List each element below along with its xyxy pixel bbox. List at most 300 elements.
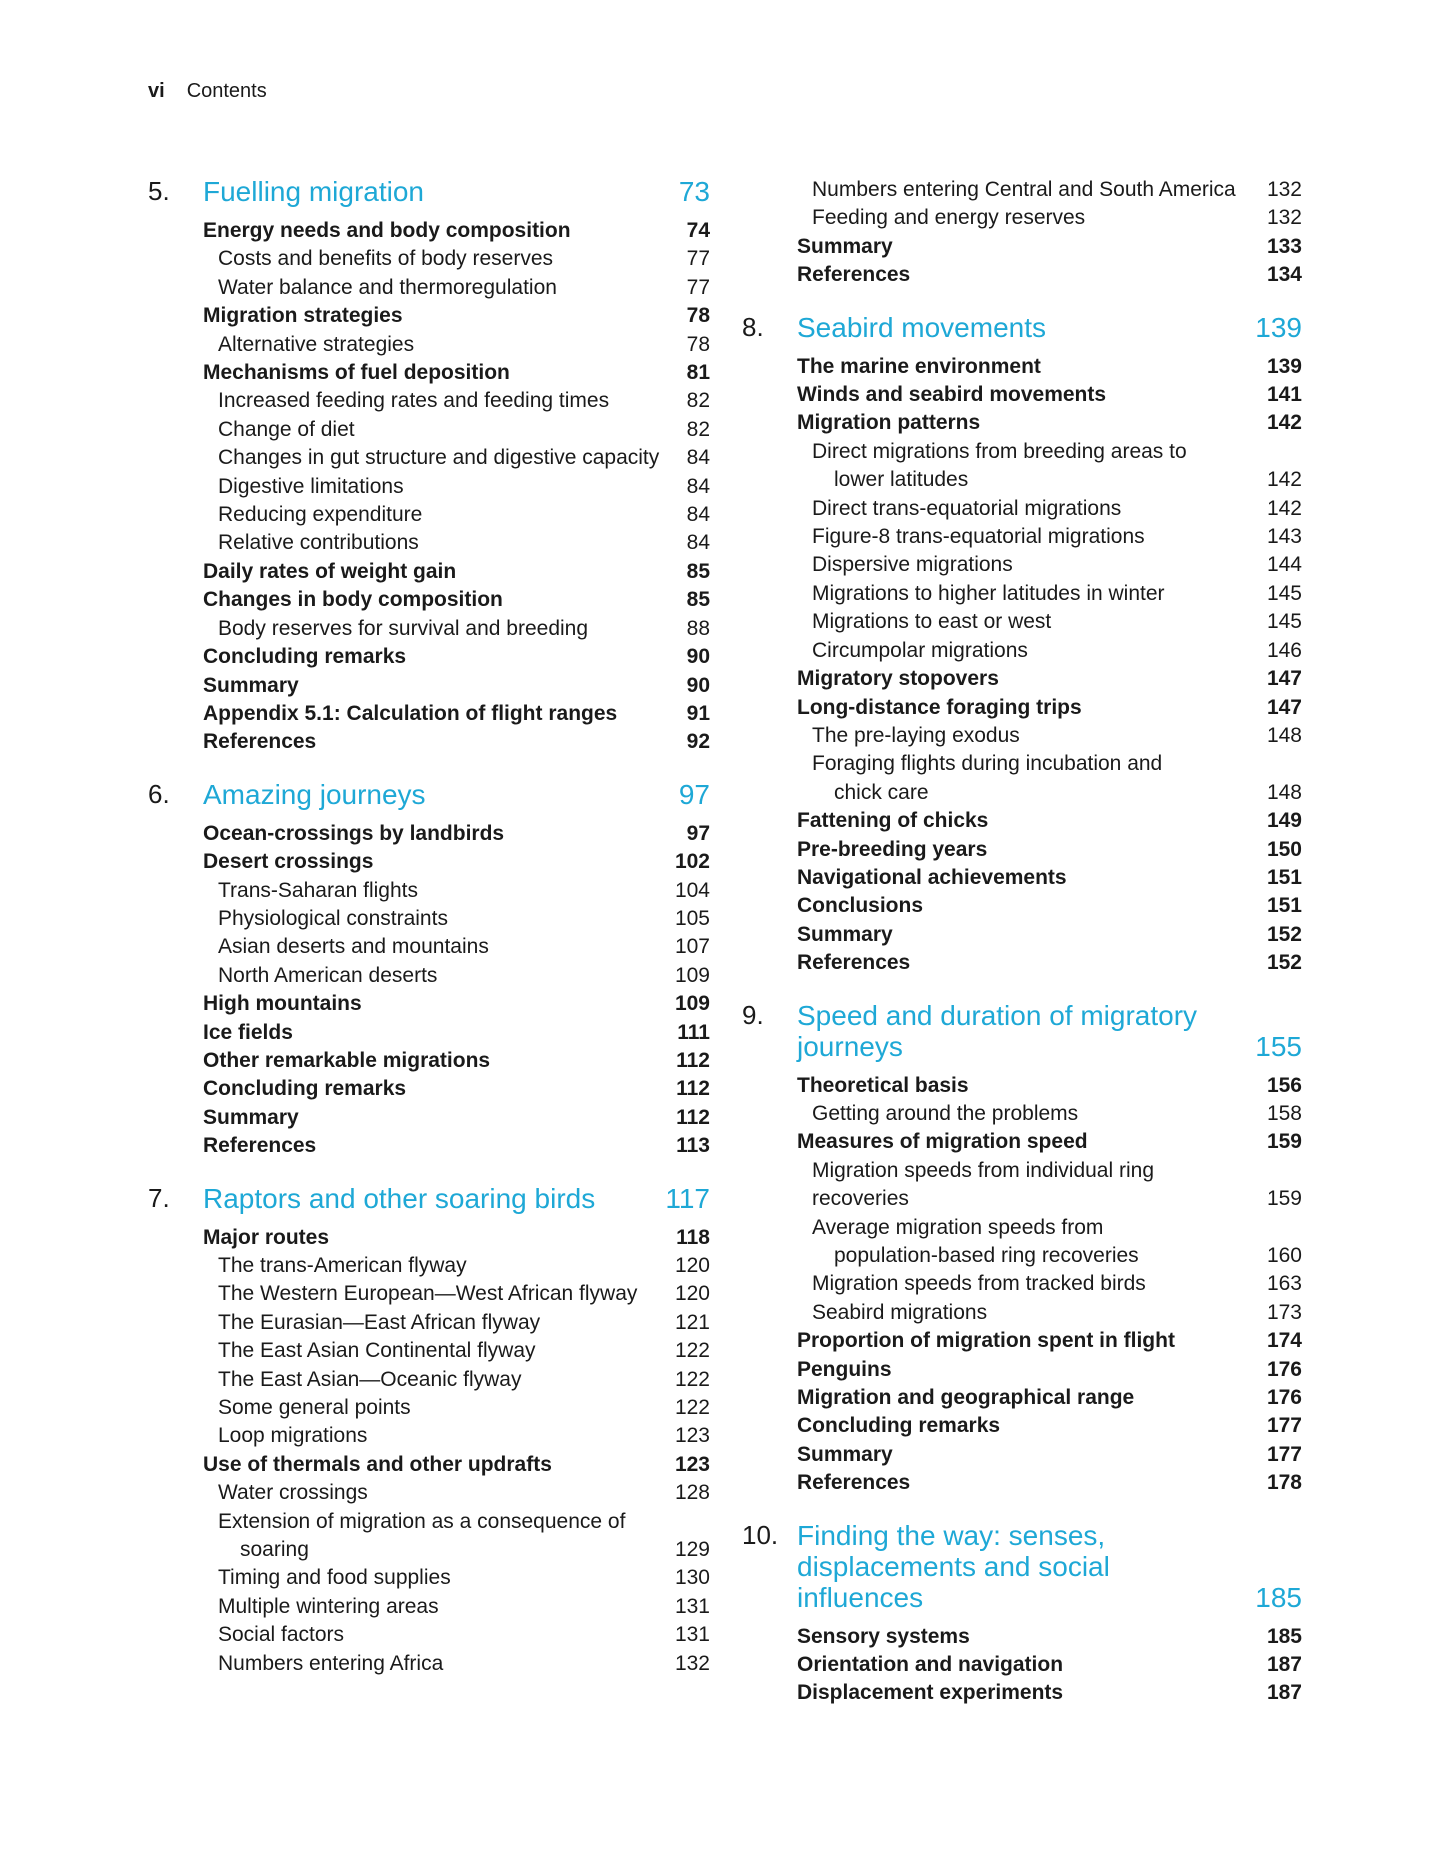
entry-title-text: Average migration speeds from (812, 1215, 1104, 1239)
toc-section-entry[interactable] (742, 381, 1302, 409)
toc-subsection-entry[interactable] (148, 962, 710, 990)
entry-page-number: 187 (1266, 1653, 1302, 1677)
toc-subsection-entry[interactable] (148, 416, 710, 444)
entry-title-text: Some general points (218, 1396, 411, 1420)
toc-subsection-entry[interactable] (742, 1214, 1302, 1271)
entry-title-text: Reducing expenditure (218, 503, 423, 527)
chapter-number: 6. (148, 778, 170, 809)
toc-section-entry[interactable] (148, 217, 710, 245)
entry-title (797, 1623, 1252, 1651)
entry-title (812, 580, 1252, 608)
entry-page-number: 77 (686, 247, 710, 271)
toc-section-entry[interactable] (742, 864, 1302, 892)
entry-title (203, 558, 660, 586)
entry-page-number: 158 (1266, 1101, 1302, 1125)
entry-page-number: 122 (674, 1396, 710, 1420)
chapter-title: Finding the way: senses, displacements and social influences (797, 1519, 1110, 1613)
entry-title (797, 1441, 1252, 1469)
toc-section-entry[interactable] (148, 672, 710, 700)
entry-title-text: Dispersive migrations (812, 553, 1013, 577)
toc-subsection-entry[interactable] (742, 750, 1302, 807)
entry-title-text: Displacement experiments (797, 1681, 1064, 1705)
toc-subsection-entry[interactable] (148, 529, 710, 557)
entry-page-number: 149 (1266, 809, 1302, 833)
entry-page-number: 112 (676, 1105, 710, 1129)
entry-title (797, 807, 1252, 835)
toc-section-entry[interactable] (742, 665, 1302, 693)
entry-title-text: Seabird migrations (812, 1300, 988, 1324)
entry-title-text: References (203, 730, 317, 754)
entry-page-number: 78 (686, 304, 710, 328)
chapter-page-number: 97 (678, 778, 710, 810)
toc-subsection-entry[interactable] (148, 1309, 710, 1337)
entry-page-number: 90 (686, 645, 710, 669)
toc-section-entry[interactable] (742, 1356, 1302, 1384)
entry-title (218, 1337, 660, 1365)
entry-page-number: 141 (1266, 383, 1302, 407)
entry-page-number: 159 (1266, 1130, 1302, 1154)
toc-subsection-entry[interactable] (742, 495, 1302, 523)
entry-page-number: 112 (676, 1077, 710, 1101)
toc-section-entry[interactable] (742, 892, 1302, 920)
entry-title-text: Migration patterns (797, 411, 981, 435)
toc-section-entry[interactable] (148, 1104, 710, 1132)
entry-page-number: 159 (1266, 1187, 1302, 1211)
entry-page-number: 78 (686, 332, 710, 356)
entry-title-text: The marine environment (797, 354, 1041, 378)
toc-section-entry[interactable] (742, 1384, 1302, 1412)
entry-title-text: Theoretical basis (797, 1073, 969, 1097)
toc-subsection-entry[interactable] (148, 1508, 710, 1565)
toc-subsection-entry[interactable] (148, 933, 710, 961)
toc-subsection-entry[interactable] (148, 1479, 710, 1507)
entry-page-number: 109 (674, 963, 710, 987)
entry-title (797, 1679, 1252, 1707)
entry-title (203, 1047, 660, 1075)
entry-title (218, 501, 660, 529)
entry-page-number: 77 (686, 275, 710, 299)
entry-page-number: 130 (674, 1566, 710, 1590)
entry-page-number: 187 (1266, 1681, 1302, 1705)
entry-title-text: Body reserves for survival and breeding (218, 616, 589, 640)
entry-title-text: Loop migrations (218, 1424, 368, 1448)
entry-page-number: 92 (686, 730, 710, 754)
entry-title-text: Summary (797, 234, 893, 258)
entry-page-number: 121 (674, 1310, 710, 1334)
toc-subsection-entry[interactable] (742, 1299, 1302, 1327)
entry-title-text: The Western European—West African flyway (218, 1282, 638, 1306)
entry-page-number: 185 (1266, 1624, 1302, 1648)
toc-subsection-entry[interactable] (148, 473, 710, 501)
toc-section-entry[interactable] (148, 558, 710, 586)
entry-page-number: 113 (676, 1134, 710, 1158)
entry-title-text: Summary (203, 673, 299, 697)
entry-title-text: Penguins (797, 1357, 892, 1381)
toc-subsection-entry[interactable] (742, 523, 1302, 551)
toc-section-entry[interactable] (742, 1679, 1302, 1707)
entry-title-text: Migrations to east or west (812, 610, 1052, 634)
toc-subsection-entry[interactable] (148, 1252, 710, 1280)
entry-title (218, 962, 660, 990)
entry-title-text: Concluding remarks (203, 1077, 407, 1101)
entry-page-number: 178 (1266, 1471, 1302, 1495)
entry-title (203, 359, 660, 387)
entry-title-text: Water balance and thermoregulation (218, 275, 557, 299)
entry-title (812, 204, 1252, 232)
entry-title-text: Appendix 5.1: Calculation of flight ranges (203, 701, 618, 725)
entry-page-number: 123 (674, 1424, 710, 1448)
entry-page-number: 131 (674, 1623, 710, 1647)
entry-title (218, 1650, 660, 1678)
entry-title (812, 551, 1252, 579)
entry-page-number: 151 (1266, 894, 1302, 918)
toc-section-entry[interactable] (148, 1224, 710, 1252)
entry-page-number: 107 (674, 935, 710, 959)
toc-subsection-entry[interactable] (148, 274, 710, 302)
entry-title-text: Direct migrations from breeding areas to (812, 439, 1187, 463)
toc-subsection-entry[interactable] (742, 176, 1302, 204)
toc-section-entry[interactable] (742, 353, 1302, 381)
entry-title (812, 438, 1252, 495)
toc-subsection-entry[interactable] (148, 1280, 710, 1308)
toc-section-entry[interactable] (742, 261, 1302, 289)
toc-subsection-entry[interactable] (148, 1337, 710, 1365)
entry-title-text: Pre-breeding years (797, 837, 988, 861)
chapter-title: Fuelling migration (203, 176, 424, 207)
toc-section-entry[interactable] (742, 921, 1302, 949)
entry-title (797, 864, 1252, 892)
toc-section-entry[interactable] (742, 1623, 1302, 1651)
entry-title-text: Change of diet (218, 417, 355, 441)
chapter-heading[interactable] (148, 779, 710, 810)
entry-page-number: 132 (674, 1651, 710, 1675)
toc-section-entry[interactable] (742, 409, 1302, 437)
entry-page-number: 174 (1266, 1329, 1302, 1353)
toc-section-entry[interactable] (148, 1132, 710, 1160)
toc-section-entry[interactable] (742, 807, 1302, 835)
entry-title-text: Navigational achievements (797, 865, 1067, 889)
chapter-heading[interactable] (742, 1000, 1302, 1062)
entry-title-text: Summary (797, 922, 893, 946)
toc-section-entry[interactable] (742, 1651, 1302, 1679)
toc-section-entry[interactable] (742, 1469, 1302, 1497)
chapter-section (148, 176, 710, 757)
entry-title-text: Use of thermals and other updrafts (203, 1452, 552, 1476)
entry-title (203, 217, 660, 245)
entry-title (218, 331, 660, 359)
toc-section-entry[interactable] (742, 1072, 1302, 1100)
entry-page-number: 104 (674, 878, 710, 902)
entry-title (203, 672, 660, 700)
entry-title-text: Migration and geographical range (797, 1386, 1135, 1410)
entry-title (218, 387, 660, 415)
entry-title-text: Migrations to higher latitudes in winter (812, 581, 1165, 605)
toc-subsection-entry[interactable] (148, 1422, 710, 1450)
entry-title (797, 665, 1252, 693)
entry-title (218, 473, 660, 501)
entry-page-number: 148 (1266, 723, 1302, 747)
entry-title (797, 1412, 1252, 1440)
entry-title (797, 1072, 1252, 1100)
toc-subsection-entry[interactable] (148, 245, 710, 273)
entry-page-number: 142 (1266, 468, 1302, 492)
entry-page-number: 84 (686, 503, 710, 527)
chapter-number: 9. (742, 999, 764, 1030)
toc-section-entry[interactable] (148, 359, 710, 387)
toc-section-entry[interactable] (742, 836, 1302, 864)
chapter-page-number: 73 (678, 176, 710, 207)
entry-title-text: Asian deserts and mountains (218, 935, 489, 959)
entry-title (797, 1469, 1252, 1497)
entry-title-text: Fattening of chicks (797, 809, 989, 833)
entry-page-number: 84 (686, 474, 710, 498)
entry-title-text: Trans-Saharan flights (218, 878, 418, 902)
chapter-heading[interactable] (742, 1520, 1302, 1613)
entry-title-text: Winds and seabird movements (797, 383, 1107, 407)
entry-title (203, 848, 660, 876)
toc-subsection-entry[interactable] (148, 1650, 710, 1678)
toc-subsection-entry[interactable] (742, 438, 1302, 495)
toc-subsection-entry[interactable] (148, 905, 710, 933)
entry-title (797, 233, 1252, 261)
entry-title (218, 245, 660, 273)
entry-page-number: 88 (686, 616, 710, 640)
entry-title (218, 416, 660, 444)
entry-title (218, 1394, 660, 1422)
toc-subsection-entry[interactable] (148, 444, 710, 472)
toc-section-entry[interactable] (148, 586, 710, 614)
entry-title-text: Mechanisms of fuel deposition (203, 361, 510, 385)
toc-section-entry[interactable] (148, 728, 710, 756)
entry-title-text: Social factors (218, 1623, 345, 1647)
entry-page-number: 146 (1266, 638, 1302, 662)
entry-title-text: Timing and food supplies (218, 1566, 451, 1590)
toc-subsection-entry[interactable] (742, 637, 1302, 665)
entry-title (218, 1309, 660, 1337)
entry-title (203, 1224, 660, 1252)
toc-subsection-entry[interactable] (742, 204, 1302, 232)
entry-title-text: Circumpolar migrations (812, 638, 1028, 662)
entry-page-number: 177 (1266, 1442, 1302, 1466)
toc-section-entry[interactable] (148, 820, 710, 848)
toc-section-entry[interactable] (148, 1075, 710, 1103)
entry-title (218, 1564, 660, 1592)
toc-subsection-entry[interactable] (148, 501, 710, 529)
entry-page-number: 74 (686, 219, 710, 242)
entry-title (797, 353, 1252, 381)
entry-title-continuation: soaring (240, 1538, 309, 1562)
entry-page-number: 176 (1266, 1386, 1302, 1410)
chapter-section (742, 176, 1302, 290)
entry-title (203, 1104, 660, 1132)
toc-subsection-entry[interactable] (148, 1366, 710, 1394)
toc-section-entry[interactable] (742, 1412, 1302, 1440)
chapter-section (742, 1520, 1302, 1708)
chapter-heading[interactable] (148, 1183, 710, 1214)
entry-title (812, 608, 1252, 636)
entry-page-number: 152 (1266, 951, 1302, 975)
chapter-heading[interactable] (742, 312, 1302, 343)
entry-page-number: 150 (1266, 837, 1302, 861)
toc-subsection-entry[interactable] (148, 1621, 710, 1649)
entry-title-text: High mountains (203, 992, 362, 1016)
toc-subsection-entry[interactable] (742, 1100, 1302, 1128)
toc-left-column (148, 176, 710, 1700)
entry-title-text: Major routes (203, 1225, 330, 1249)
toc-section-entry[interactable] (742, 694, 1302, 722)
entry-title (218, 615, 660, 643)
entry-page-number: 85 (686, 559, 710, 583)
toc-subsection-entry[interactable] (148, 387, 710, 415)
entry-title (203, 728, 660, 756)
entry-title-text: Changes in gut structure and digestive capacity (218, 446, 660, 470)
entry-page-number: 82 (686, 417, 710, 441)
entry-title-text: Water crossings (218, 1481, 368, 1505)
entry-title (218, 1252, 660, 1280)
entry-title-text: Relative contributions (218, 531, 419, 555)
entry-title-text: Direct trans-equatorial migrations (812, 496, 1122, 520)
chapter-title: Speed and duration of migratory journeys (797, 999, 1198, 1062)
entry-title (812, 176, 1252, 204)
entry-title (812, 1214, 1252, 1271)
entry-title-text: Increased feeding rates and feeding times (218, 389, 610, 413)
entry-title (218, 1422, 660, 1450)
entry-title (812, 637, 1252, 665)
entry-title (203, 820, 660, 848)
entry-title-text: Feeding and energy reserves (812, 206, 1086, 230)
entry-title-text: Conclusions (797, 894, 924, 918)
entry-title (203, 1451, 660, 1479)
toc-subsection-entry[interactable] (742, 580, 1302, 608)
entry-title-text: References (797, 1471, 911, 1495)
entry-title (203, 643, 660, 671)
toc-subsection-entry[interactable] (148, 877, 710, 905)
toc-subsection-entry[interactable] (148, 615, 710, 643)
entry-title-text: Measures of migration speed (797, 1130, 1088, 1154)
entry-page-number: 84 (686, 531, 710, 555)
entry-page-number: 81 (686, 361, 710, 385)
entry-title (812, 722, 1252, 750)
entry-title (797, 921, 1252, 949)
chapter-number: 7. (148, 1182, 170, 1213)
entry-page-number: 147 (1266, 667, 1302, 691)
entry-page-number: 144 (1266, 553, 1302, 577)
entry-page-number: 152 (1266, 922, 1302, 946)
entry-title (797, 261, 1252, 289)
entry-title-text: Energy needs and body composition (203, 219, 571, 242)
entry-page-number: 111 (677, 1020, 710, 1044)
entry-title-text: Foraging flights during incubation and (812, 752, 1163, 776)
entry-title-text: Sensory systems (797, 1624, 970, 1648)
toc-subsection-entry[interactable] (742, 551, 1302, 579)
entry-title (812, 1157, 1252, 1214)
entry-title (218, 933, 660, 961)
entry-title-text: Alternative strategies (218, 332, 415, 356)
entry-page-number: 142 (1266, 411, 1302, 435)
chapter-heading[interactable] (148, 176, 710, 207)
chapter-page-number: 117 (665, 1182, 710, 1214)
entry-title-text: North American deserts (218, 963, 438, 987)
entry-page-number: 91 (686, 701, 710, 725)
toc-subsection-entry[interactable] (148, 331, 710, 359)
toc-section-entry[interactable] (148, 848, 710, 876)
toc-section-entry[interactable] (148, 700, 710, 728)
toc-subsection-entry[interactable] (742, 1157, 1302, 1214)
entry-title (203, 302, 660, 330)
toc-section-entry[interactable] (742, 1441, 1302, 1469)
entry-title (797, 1356, 1252, 1384)
toc-section-entry[interactable] (148, 990, 710, 1018)
toc-section-entry[interactable] (742, 949, 1302, 977)
toc-subsection-entry[interactable] (148, 1394, 710, 1422)
toc-section-entry[interactable] (148, 643, 710, 671)
toc-section-entry[interactable] (148, 1047, 710, 1075)
toc-subsection-entry[interactable] (148, 1564, 710, 1592)
chapter-section (742, 312, 1302, 978)
entry-title-text: Orientation and navigation (797, 1653, 1064, 1677)
toc-subsection-entry[interactable] (742, 722, 1302, 750)
entry-title-text: Summary (797, 1442, 893, 1466)
entry-page-number: 120 (674, 1254, 710, 1277)
entry-page-number: 123 (674, 1452, 710, 1476)
entry-page-number: 105 (674, 906, 710, 930)
entry-page-number: 122 (674, 1339, 710, 1363)
toc-section-entry[interactable] (148, 1019, 710, 1047)
entry-title-continuation: lower latitudes (834, 468, 969, 492)
entry-title (797, 1384, 1252, 1412)
entry-title-text: Numbers entering Africa (218, 1651, 444, 1675)
toc-subsection-entry[interactable] (742, 608, 1302, 636)
entry-title-text: Extension of migration as a consequence of (218, 1509, 626, 1533)
entry-page-number: 177 (1266, 1414, 1302, 1438)
entry-title (812, 750, 1252, 807)
entry-title-text: Numbers entering Central and South America (812, 178, 1236, 201)
toc-right-column (742, 176, 1302, 1730)
toc-section-entry[interactable] (742, 1327, 1302, 1355)
toc-subsection-entry[interactable] (742, 1270, 1302, 1298)
entry-title (797, 836, 1252, 864)
toc-subsection-entry[interactable] (148, 1593, 710, 1621)
entry-page-number: 173 (1266, 1300, 1302, 1324)
toc-section-entry[interactable] (148, 302, 710, 330)
entry-page-number: 160 (1266, 1244, 1302, 1267)
page-folio: vi (148, 80, 165, 102)
entry-title (218, 1508, 660, 1565)
chapter-section (742, 1000, 1302, 1498)
entry-page-number: 97 (686, 821, 710, 845)
entry-page-number: 132 (1266, 178, 1302, 201)
toc-section-entry[interactable] (742, 233, 1302, 261)
entry-title-text: References (797, 951, 911, 975)
toc-section-entry[interactable] (742, 1128, 1302, 1156)
entry-title-text: Concluding remarks (797, 1414, 1001, 1438)
toc-section-entry[interactable] (148, 1451, 710, 1479)
entry-title-text: Migration speeds from tracked birds (812, 1272, 1146, 1296)
entry-title (797, 1651, 1252, 1679)
entry-title (218, 274, 660, 302)
entry-page-number: 139 (1266, 354, 1302, 378)
entry-title (203, 586, 660, 614)
entry-page-number: 145 (1266, 610, 1302, 634)
entry-title (218, 1621, 660, 1649)
entry-title (797, 892, 1252, 920)
entry-page-number: 142 (1266, 496, 1302, 520)
entry-title (203, 1019, 660, 1047)
entry-title-text: Getting around the problems (812, 1101, 1079, 1125)
entry-title-text: Proportion of migration spent in flight (797, 1329, 1175, 1353)
chapter-page-number: 155 (1255, 1030, 1302, 1062)
entry-page-number: 112 (676, 1048, 710, 1072)
